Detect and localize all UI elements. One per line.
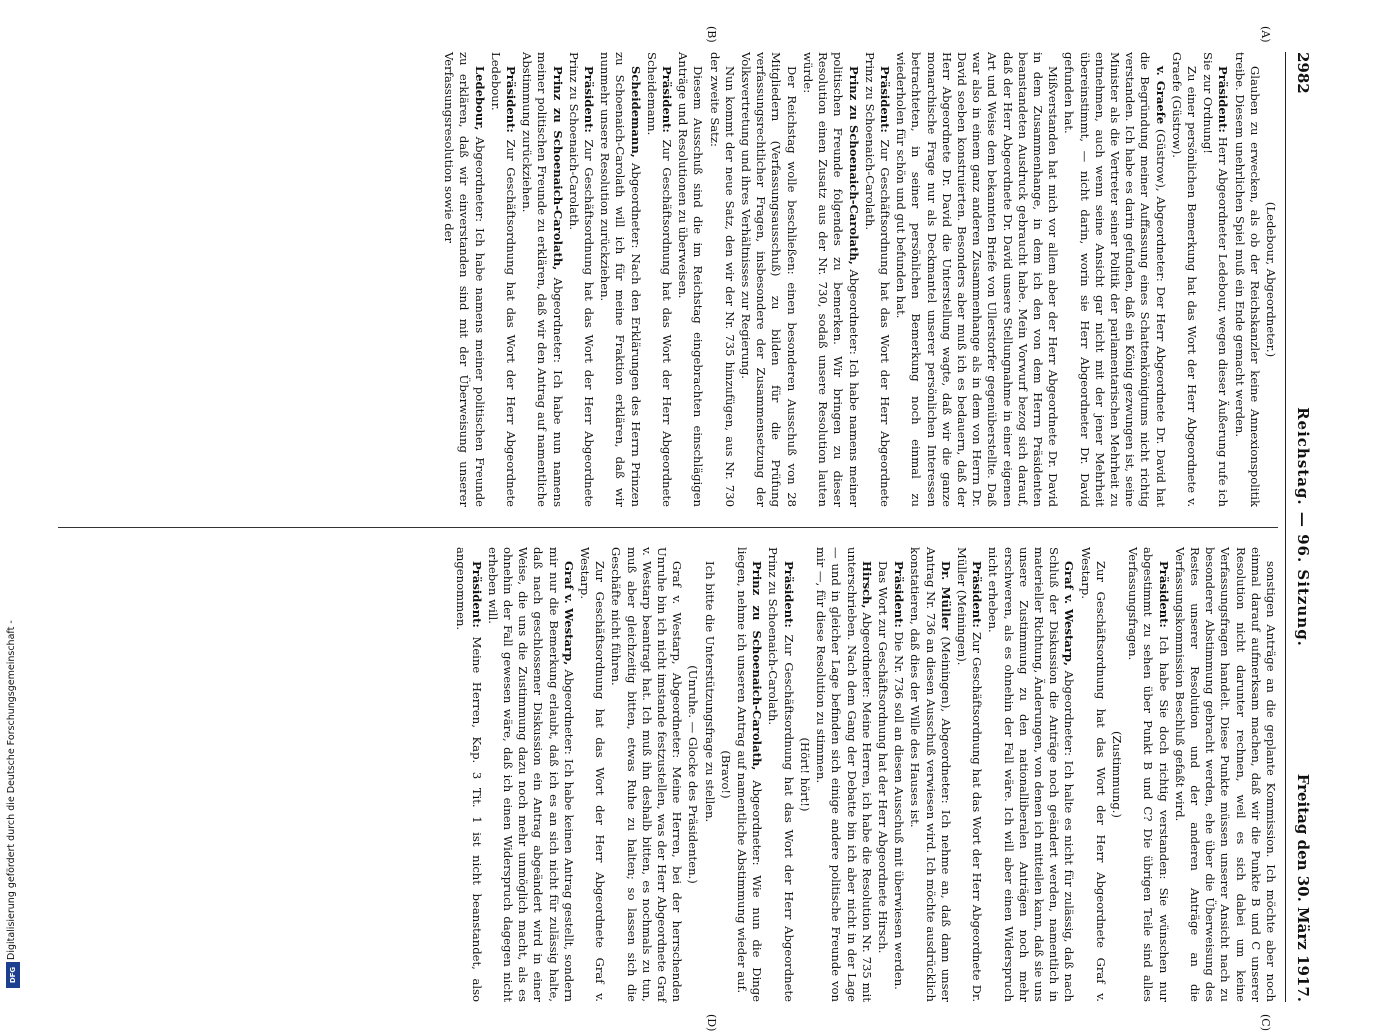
paragraph-text: Zur Geschäftsordnung hat das Wort der Herr Abgeordnete Scheidemann. xyxy=(644,52,675,507)
speaker-name: Prinz zu Schoenaich-Carolath, xyxy=(550,66,565,271)
paragraph xyxy=(800,52,861,507)
paragraph xyxy=(685,547,700,1002)
speaker-name: Prinz zu Schoenaich-Carolath, xyxy=(846,66,861,265)
speaker-name: v. Graefe xyxy=(1153,66,1168,125)
paragraph xyxy=(907,547,953,1002)
paragraph-text: (Hört! hört!) xyxy=(797,737,812,812)
paragraph-text: Graf v. Westarp, Abgeordneter: Meine Herren, bei der herrschenden Unruhe bin ich nicht imstande festzustellen, was der Herr Abgeordnete Graf v. Westarp beantragt hat. Ich muß ihn deshalb bitten, es nochmals zu tun, muß aber gleichzeitig bitten, etwas Ruhe zu halten; so lassen sich die Geschäfte nicht führen. xyxy=(609,547,685,1002)
paragraph-text: Glauben zu erwecken, als ob der Reichskanzler keine Annexionspolitik treibe. Diesem unehrlichen Spiel muß ein Ende gemacht werden. xyxy=(1232,52,1262,507)
paragraph-text: Abgeordneter: Ich habe nun namens meiner politischen Freunde zu erklären, daß wir den Antrag auf namentliche Abstimmung zurückziehen. xyxy=(520,52,565,508)
paragraph-text: Zur Geschäftsordnung hat das Wort der Herr Abgeordnete Prinz zu Schoenaich-Carolath. xyxy=(566,52,597,507)
paragraph xyxy=(1109,547,1124,1002)
paragraph-text: Abgeordneter: Wie nun die Dinge liegen, nehme ich unseren Antrag auf namentliche Abstimmung wieder auf. xyxy=(735,547,765,1003)
rotated-page xyxy=(46,26,1316,1031)
speaker-name: Präsident: xyxy=(892,561,907,628)
paragraph xyxy=(1061,52,1167,507)
paragraph xyxy=(1263,52,1278,507)
paragraph xyxy=(765,547,795,1002)
paragraph-text: Das Wort zur Geschäftsordnung hat der Herr Abgeordnete Hirsch. xyxy=(875,561,890,954)
paragraph-text: Zu einer persönlichen Bemerkung hat das Wort der Herr Abgeordnete v. Graefe (Güstrow). xyxy=(1169,52,1199,507)
paragraph xyxy=(608,547,684,1002)
speaker-name: Präsident: xyxy=(582,66,597,133)
speaker-name: Graf v. Westarp, xyxy=(1062,561,1077,667)
paragraph xyxy=(1077,547,1107,1002)
paragraph-text: Die Nr. 736 soll an diesen Ausschuß mit überwiesen werden. xyxy=(892,631,907,990)
speaker-name: Ledebour, xyxy=(472,66,487,131)
paragraph-text: Der Reichstag wolle beschließen: einen besonderen Ausschuß von 28 Mitgliedern (Verfassungsausschuß) zu bilden für die Prüfung verfassungsrechtlicher Fragen, insbesondere der Zusammensetzung der Volksvertretung und ihres Verhältnisses zur Regierung. xyxy=(739,52,799,507)
paragraph-text: Zur Geschäftsordnung hat das Wort der Herr Abgeordnete Graf v. Westarp. xyxy=(578,547,608,1002)
margin-mark-d: (D) xyxy=(705,1014,718,1031)
paragraph xyxy=(875,547,890,1002)
paragraph-text: Abgeordneter: Nach den Erklärungen des Herrn Prinzen zu Schoenaich-Carolath will ich für meine Fraktion erklären, daß wir nunmehr unsere Resolution zurückziehen. xyxy=(598,52,643,507)
paragraph xyxy=(985,547,1076,1002)
speaker-name: Graf v. Westarp, xyxy=(561,561,576,666)
speaker-name: Dr. Müller xyxy=(938,561,953,631)
speaker-name: Präsident: xyxy=(781,561,796,628)
paragraph-text: (Ledebour, Abgeordneter.) xyxy=(1264,201,1278,358)
paragraph xyxy=(954,547,984,1002)
header-rule xyxy=(1285,52,1286,1002)
paragraph xyxy=(675,52,705,507)
paragraph-text: (Zustimmung.) xyxy=(1109,731,1124,818)
paragraph-text: Abgeordneter: Ich habe namens meiner politischen Freunde zu erklären, daß wir einverstanden sind mit der Überweisung unserer Verfassungsresolution sowie der xyxy=(442,52,487,507)
speaker-name: Präsident: xyxy=(877,66,892,133)
paragraph-text: (Güstrow), Abgeordneter: Der Herr Abgeordnete Dr. David hat die Begründung meiner Auffassung eines Schattenkönigtums nicht richtig verstanden. Ich habe es darin gefunden, daß ein König gezwungen ist, seine Minister als die Vertreter seiner Politik der parlamentarischen Mehrheit zu entnehmen, auch wenn seine Ansicht gar nicht mit der jener Mehrheit übereinstimmt, — nicht darin, worin sie Herr Abgeordneter Dr. David gefunden hat. xyxy=(1062,52,1168,507)
paragraph xyxy=(813,547,874,1002)
paragraph xyxy=(1169,52,1199,507)
paragraph-text: Diesem Ausschuß sind die im Reichstag eingebrachten einschlägigen Anträge und Resolutionen zu überweisen. xyxy=(676,52,706,507)
paragraph-text: Ich bitte die Unterstützungsfrage zu stellen. xyxy=(702,561,717,823)
paragraph-text: Ich habe Sie doch richtig verstanden: Sie wünschen nur abgestimmt zu sehen über Punkt B und C? Die übrigen Teile sind alles Verfassungsfragen. xyxy=(1126,547,1171,1002)
speaker-name: Präsident: xyxy=(1156,561,1171,628)
paragraph xyxy=(644,52,674,507)
paragraph-text: sonstigen Anträge an die geplante Kommission. Ich möchte aber noch einmal darauf aufmerksam machen, daß wir die Punkte B und C unserer Resolution nicht darunter rechnen, weil es sich dabei um keine Verfassungsfragen handelt. Diese Punkte müssen unserer Ansicht nach zu besonderer Abstimmung gebracht werden, ehe über die Überweisung des Restes unserer Resolution und der anderen Anträge an die Verfassungskommission Beschluß gefaßt wird. xyxy=(1172,547,1278,1002)
paragraph xyxy=(893,52,1060,507)
paragraph xyxy=(706,52,736,507)
paragraph xyxy=(485,547,576,1002)
paragraph xyxy=(862,52,892,507)
paragraph xyxy=(441,52,487,507)
paragraph-text: Herr Abgeordneter Ledebour, wegen dieser Äußerung rufe ich Sie zur Ordnung! xyxy=(1201,52,1231,507)
paragraph-text: (Meiningen), Abgeordneter: Ich nehme an, daß dann unser Antrag Nr. 736 an diesen Ausschuß verwiesen wird. Ich möchte ausdrücklich konstatieren, daß dies der Wille des Hauses ist. xyxy=(908,547,953,1002)
paragraph-text: (Unruhe. — Glocke des Präsidenten.) xyxy=(686,665,701,884)
paragraph xyxy=(1231,52,1261,507)
paragraph xyxy=(1172,547,1278,1002)
header-date: Freitag den 30. März 1917. xyxy=(1294,773,1312,1002)
paragraph xyxy=(519,52,565,507)
paragraph-text: Abgeordneter: Ich habe namens meiner politischen Freunde folgendes zu bemerken. Wir bringen zu dieser Resolution einen Zusatz aus der Nr. 730, sodaß unsere Resolution lauten würde: xyxy=(800,52,861,508)
digitization-footer xyxy=(6,600,20,990)
dfg-logo xyxy=(6,962,20,988)
paragraph-text: Abgeordneter: Ich halte es nicht für zulässig, daß nach Schluß der Diskussion die Anträge noch geändert werden, namentlich in materieller Richtung, Änderungen, von denen ich mitteilen kann, daß sie uns unsere Zustimmung zu den nationalliberalen Anträgen noch mehr erschweren, als es ohnehin der Fall wäre. Ich will aber einen Widerspruch nicht erheben. xyxy=(986,547,1077,1002)
paragraph-text: Abgeordneter: Ich habe keinen Antrag gestellt, sondern mir nur die Bemerkung erlaubt, daß ich es an sich nicht für zulässig halte, daß nach geschlossener Diskussion ein Antrag abgeändert wird in einer Weise, die uns die Zustimmung dazu noch mehr unmöglich macht, als es ohnehin der Fall gewesen wäre, daß ich einen Widerspruch dagegen nicht erheben will. xyxy=(485,547,576,1002)
right-column xyxy=(58,547,1278,1002)
paragraph xyxy=(701,547,716,1002)
paragraph-text: Zur Geschäftsordnung hat das Wort der Herr Abgeordnete Prinz zu Schoenaich-Carolath. xyxy=(766,547,796,1002)
paragraph-text: Zur Geschäftsordnung hat das Wort der Herr Abgeordnete Ledebour. xyxy=(488,52,519,507)
paragraph-text: Meine Herren, Kap. 3 Tit. 1 ist nicht beanstandet, also angenommen. xyxy=(454,547,484,1002)
dfg-logo-text: DFG xyxy=(9,966,17,984)
speaker-name: Scheidemann, xyxy=(628,66,643,158)
speaker-name: Präsident: xyxy=(970,561,985,628)
paragraph-text: Nun kommt der neue Satz, den wir der Nr. 735 hinzufügen, aus Nr. 730 der zweite Satz: xyxy=(707,52,737,507)
paragraph xyxy=(597,52,643,507)
paragraph xyxy=(797,547,812,1002)
speaker-name: Präsident: xyxy=(1216,66,1231,133)
left-column xyxy=(58,52,1278,507)
margin-mark-b: (B) xyxy=(705,26,718,43)
speaker-name: Präsident: xyxy=(469,561,484,628)
paragraph xyxy=(734,547,764,1002)
paragraph xyxy=(1125,547,1171,1002)
running-header xyxy=(1288,52,1316,1002)
paragraph-text: Zur Geschäftsordnung hat das Wort der Herr Abgeordnete Graf v. Westarp. xyxy=(1078,547,1108,1002)
column-divider xyxy=(58,527,1278,528)
speaker-name: Hirsch, xyxy=(859,561,874,609)
paragraph xyxy=(891,547,906,1002)
footer-text: Digitalisierung gefördert durch die Deutsche Forschungsgemeinschaft - xyxy=(6,620,17,960)
paragraph xyxy=(738,52,799,507)
paragraph xyxy=(566,52,596,507)
paragraph-text: Abgeordneter: Meine Herren, ich habe die Resolution Nr. 735 mit unterschrieben. Nach dem Gang der Debatte bin ich aber nicht in der Lage — und in gleicher Lage befinden sich einige andere politische Freunde von mir —, für diese Resolution zu stimmen. xyxy=(814,547,874,1002)
margin-mark-a: (A) xyxy=(1259,26,1272,43)
page-number: 2982 xyxy=(1294,52,1312,94)
speaker-name: Prinz zu Schoenaich-Carolath, xyxy=(750,561,765,771)
paragraph xyxy=(718,547,733,1002)
speaker-name: Präsident: xyxy=(504,66,519,133)
speaker-name: Präsident: xyxy=(660,66,675,133)
header-title: Reichstag. — 96. Sitzung. xyxy=(1294,407,1312,647)
paragraph xyxy=(1200,52,1230,507)
margin-mark-c: (C) xyxy=(1259,1014,1272,1031)
paragraph-text: (Bravo!) xyxy=(718,750,733,799)
paragraph-text: Mißverstanden hat mich vor allem aber der Herr Abgeordnete Dr. David in dem Zusammenhange, in dem ich den von dem Herrn Präsidenten beanstandeten Ausdruck gebraucht habe. Mein Vorwurf bezog sich darauf, daß der Herr Abgeordnete Dr. David unsere Stellungnahme in einer eigenen Art und Weise dem bekannten Briefe von Ullerstorfer gegenüberstellte. Daß war also in einem ganz anderen Zusammenhange als in dem von Herrn Dr. David soeben konstruierten. Besonders aber muß ich es bedauern, daß der Herr Abgeordnete Dr. David die Unterstellung wagte, daß wir die ganze monarchische Frage nur als Deckmantel unserer persönlichen Interessen betrachteten, in seiner persönlichen Bemerkung noch einmal zu wiederholen für schön und gut befunden hat. xyxy=(894,52,1061,507)
paragraph-text: Zur Geschäftsordnung hat das Wort der Herr Abgeordnete Dr. Müller (Meiningen). xyxy=(954,547,985,1003)
paragraph xyxy=(453,547,483,1002)
paragraph xyxy=(577,547,607,1002)
paragraph xyxy=(488,52,518,507)
paragraph-text: Zur Geschäftsordnung hat das Wort der Herr Abgeordnete Prinz zu Schoenaich-Carolath. xyxy=(862,52,892,507)
